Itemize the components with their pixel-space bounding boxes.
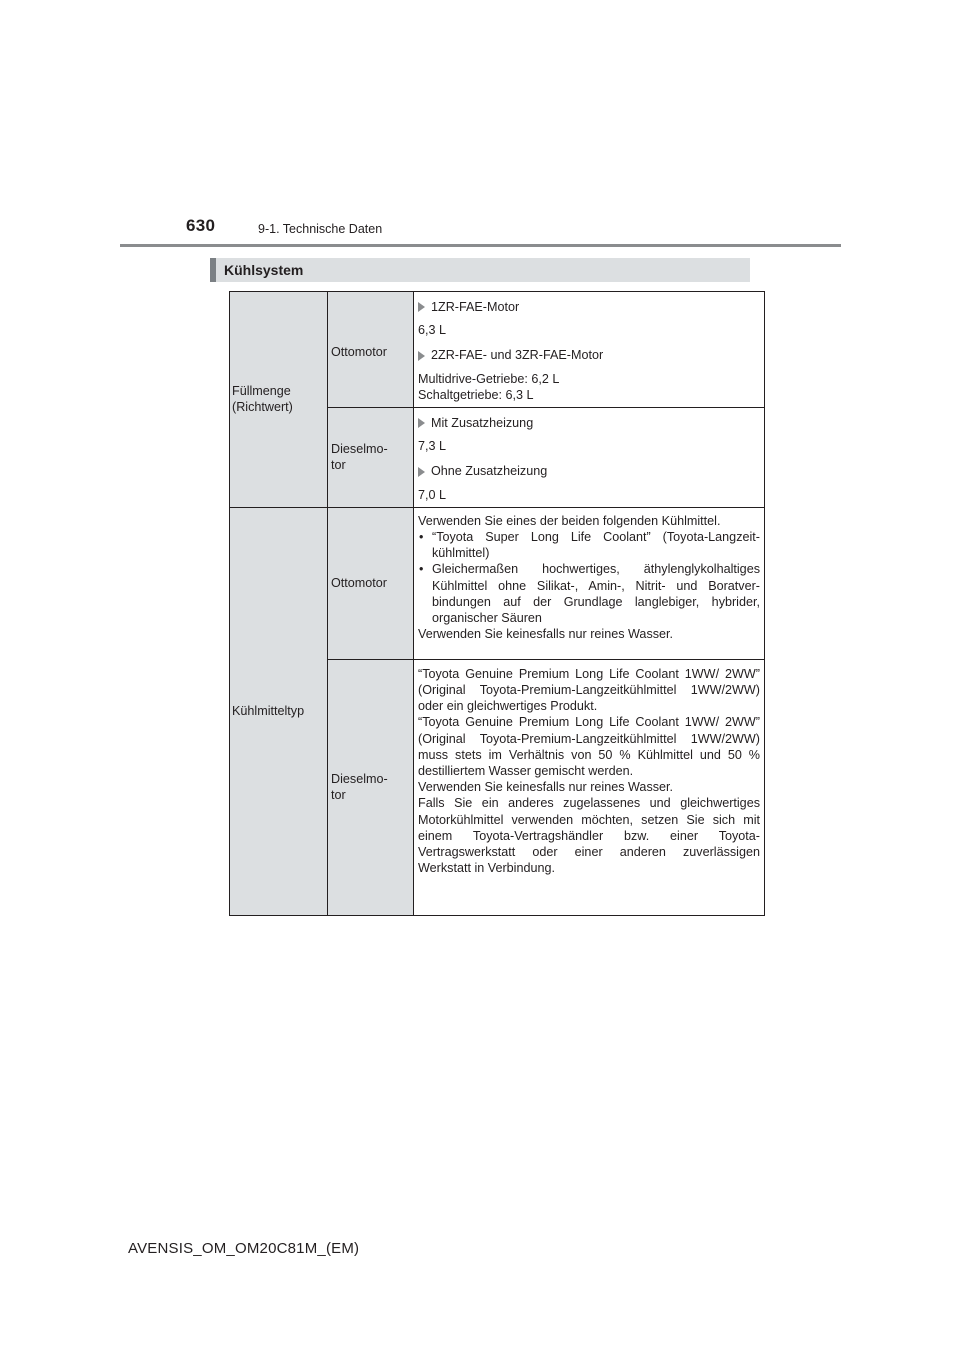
table-row [230,292,765,408]
sub-label-text: Ottomotor [331,345,387,359]
sub-label-text: Ottomotor [331,576,387,591]
arrow-right-icon [418,351,425,361]
arrow-right-icon [418,467,425,477]
sub-label-dieselmotor [328,408,414,508]
item-title: 1ZR-FAE-Motor [431,300,520,314]
item-value: Multidrive-Getriebe: 6,2 L [418,371,560,386]
list-item [418,299,760,315]
section-title: 9-1. Technische Daten [258,222,383,236]
paragraph: Verwenden Sie keinesfalls nur reines Wasser. [418,780,674,795]
paragraph: Verwenden Sie keinesfalls nur reines Wasser. [418,627,674,642]
arrow-right-icon [418,418,425,428]
row-label-kuehlmitteltyp [230,507,328,915]
document-code: AVENSIS_OM_OM20C81M_(EM) [128,1240,360,1257]
page-number: 630 [186,216,216,235]
table-row [230,507,765,659]
sub-label-text: Dieselmo- tor [331,772,388,803]
paragraph: Falls Sie ein anderes zugelassenes und gleichwertiges Motorkühlmittel verwenden möchten, setzen Sie sich mit einem Toyota-Vertragshändler bzw. einer Toyota-Vertragswerkstatt oder einer anderen zuverlässigen Werkstatt in Verbindung. [418,796,760,876]
content-cell [414,408,765,508]
header-rule [120,244,841,247]
item-value: 7,0 L [418,487,447,502]
specification-table [229,291,765,916]
list-item: • “Toyota Super Long Life Coolant” (Toyota-Langzeitkühlmittel) [418,529,760,561]
sub-label-text: Dieselmo- tor [331,442,388,473]
sub-label-ottomotor [328,507,414,659]
content-cell [414,507,765,659]
row-label-text: Füllmenge (Richtwert) [232,384,293,415]
row-label-text: Kühlmitteltyp [232,704,305,719]
list-item [418,415,760,431]
sub-label-ottomotor [328,292,414,408]
sub-label-dieselmotor [328,659,414,915]
content-cell [414,292,765,408]
arrow-right-icon [418,302,425,312]
bullet-list [418,529,760,626]
list-item [418,463,760,479]
paragraph: “Toyota Genuine Premium Long Life Coolant 1WW/ 2WW” (Original Toyota-Premium-Langzeitkühlmittel 1WW/2WW) muss stets im Verhältnis von 50 % Kühlmittel und 50 % destilliertem Wasser gemischt werden. [418,715,760,779]
content-cell [414,659,765,915]
item-title: 2ZR-FAE- und 3ZR-FAE-Motor [431,348,604,363]
item-value: Schaltgetriebe: 6,3 L [418,387,534,402]
row-label-fuellmenge [230,292,328,508]
section-heading: Kühlsystem [210,258,750,282]
paragraph: “Toyota Genuine Premium Long Life Coolant 1WW/ 2WW” (Original Toyota-Premium-Langzeitkühlmittel 1WW/2WW) oder ein gleichwertiges Produkt. [418,666,760,714]
item-title: Ohne Zusatzheizung [431,464,548,479]
list-item: • Gleichermaßen hochwertiges, äthylenglykolhaltiges Kühlmittel ohne Silikat-, Amin-, Nitrit- und Boratverbindungen auf der Grundlage langlebiger, hybrider, organischer Säuren [418,561,760,626]
list-item [418,347,760,363]
item-title: Mit Zusatzheizung [431,416,534,431]
paragraph: Verwenden Sie eines der beiden folgenden Kühlmittel. [418,513,721,528]
item-value: 6,3 L [418,323,447,338]
item-value: 7,3 L [418,439,447,454]
